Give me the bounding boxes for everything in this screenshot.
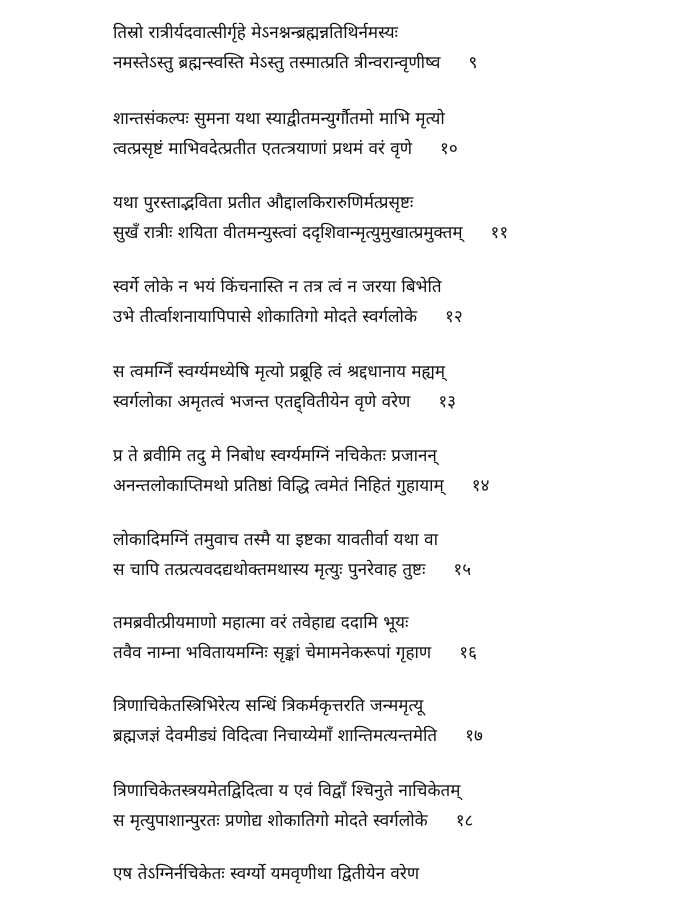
verse-number: १२ <box>445 307 463 327</box>
verse-text: स मृत्युपाशान्पुरतः प्रणोद्य शोकातिगो मोदते स्वर्गलोके <box>113 811 428 831</box>
verse-line <box>113 555 683 585</box>
verse-line <box>113 302 683 332</box>
verse-line <box>113 638 683 668</box>
verse-text: स्वर्गलोका अमृतत्वं भजन्त एतद्द्वितीयेन वृणे वरेण <box>113 392 411 412</box>
verse-text: नमस्तेऽस्तु ब्रह्मन्स्वस्ति मेऽस्तु तस्मात्प्रति त्रीन्वरान्वृणीष्व <box>113 53 441 73</box>
verse-line <box>113 134 683 164</box>
verse-number: १६ <box>459 643 477 663</box>
verse-number: १८ <box>455 811 474 831</box>
verse-line <box>113 471 683 501</box>
verse-line: एष तेऽग्निर्नचिकेतः स्वर्ग्यो यमवृणीथा द्वितीयेन वरेण <box>113 864 420 884</box>
verse-line: तमब्रवीत्प्रीयमाणो महात्मा वरं तवेहाद्य ददामि भूयः <box>113 613 409 633</box>
verse-9 <box>113 18 683 78</box>
verse-number: ९ <box>468 53 478 73</box>
verse-text: त्वत्प्रसृष्टं माभिवदेत्प्रतीत एतत्त्रयाणां प्रथमं वरं वृणे <box>113 139 413 159</box>
verse-line <box>113 48 683 78</box>
verse-18 <box>113 776 683 836</box>
verse-19-start <box>113 859 683 889</box>
verse-line: प्र ते ब्रवीमि तदु मे निबोध स्वर्ग्यमग्निं नचिकेतः प्रजानन् <box>113 446 437 466</box>
verse-line: यथा पुरस्ताद्भविता प्रतीत औद्दालकिरारुणिर्मत्प्रसृष्टः <box>113 193 414 213</box>
verse-line: त्रिणाचिकेतस्त्रिभिरेत्य सन्धिं त्रिकर्मकृत्तरति जन्ममृत्यू <box>113 696 424 716</box>
verse-13 <box>113 357 683 417</box>
verse-line: लोकादिमग्निं तमुवाच तस्मै या इष्टका यावतीर्वा यथा वा <box>113 530 439 550</box>
verse-number: ११ <box>490 223 509 243</box>
verse-line <box>113 218 683 248</box>
verse-line: त्रिणाचिकेतस्त्रयमेतद्विदित्वा य एवं विद्वाँ श्चिनुते नाचिकेतम् <box>113 781 461 801</box>
verse-line <box>113 721 683 751</box>
verse-text: सुखँ रात्रीः शयिता वीतमन्युस्त्वां ददृशिवान्मृत्युमुखात्प्रमुक्तम् <box>113 223 463 243</box>
verse-line: तिस्रो रात्रीर्यदवात्सीर्गृहे मेऽनश्नन्ब्रह्मन्नतिथिर्नमस्यः <box>113 23 398 43</box>
verse-number: १३ <box>438 392 457 412</box>
verse-15 <box>113 525 683 585</box>
verse-11 <box>113 188 683 248</box>
verse-number: १५ <box>453 560 472 580</box>
verse-12 <box>113 272 683 332</box>
verse-line <box>113 387 683 417</box>
verse-line: शान्तसंकल्पः सुमना यथा स्याद्वीतमन्युर्गौतमो माभि मृत्यो <box>113 109 445 129</box>
verse-text: उभे तीर्त्वाशनायापिपासे शोकातिगो मोदते स्वर्गलोके <box>113 307 418 327</box>
verse-text: अनन्तलोकाप्तिमथो प्रतिष्ठां विद्धि त्वमेतं निहितं गुहायाम् <box>113 476 444 496</box>
verse-text: ब्रह्मजज्ञं देवमीड्यं विदित्वा निचाय्येमाँ शान्तिमत्यन्तमेति <box>113 726 438 746</box>
verse-number: १७ <box>465 726 483 746</box>
verse-number: १४ <box>471 476 490 496</box>
verse-text: स चापि तत्प्रत्यवदद्यथोक्तमथास्य मृत्युः पुनरेवाह तुष्टः <box>113 560 426 580</box>
verse-line <box>113 806 683 836</box>
verse-text: तवैव नाम्ना भवितायमग्निः सृङ्कां चेमामनेकरूपां गृहाण <box>113 643 432 663</box>
verse-17 <box>113 691 683 751</box>
verse-number: १० <box>440 139 458 159</box>
verse-14 <box>113 441 683 501</box>
verse-line: स त्वमग्निँ स्वर्ग्यमध्येषि मृत्यो प्रब्रूहि त्वं श्रद्दधानाय मह्यम् <box>113 362 446 382</box>
verse-line: स्वर्गे लोके न भयं किंचनास्ति न तत्र त्वं न जरया बिभेति <box>113 277 442 297</box>
verse-16 <box>113 608 683 668</box>
verse-10 <box>113 104 683 164</box>
